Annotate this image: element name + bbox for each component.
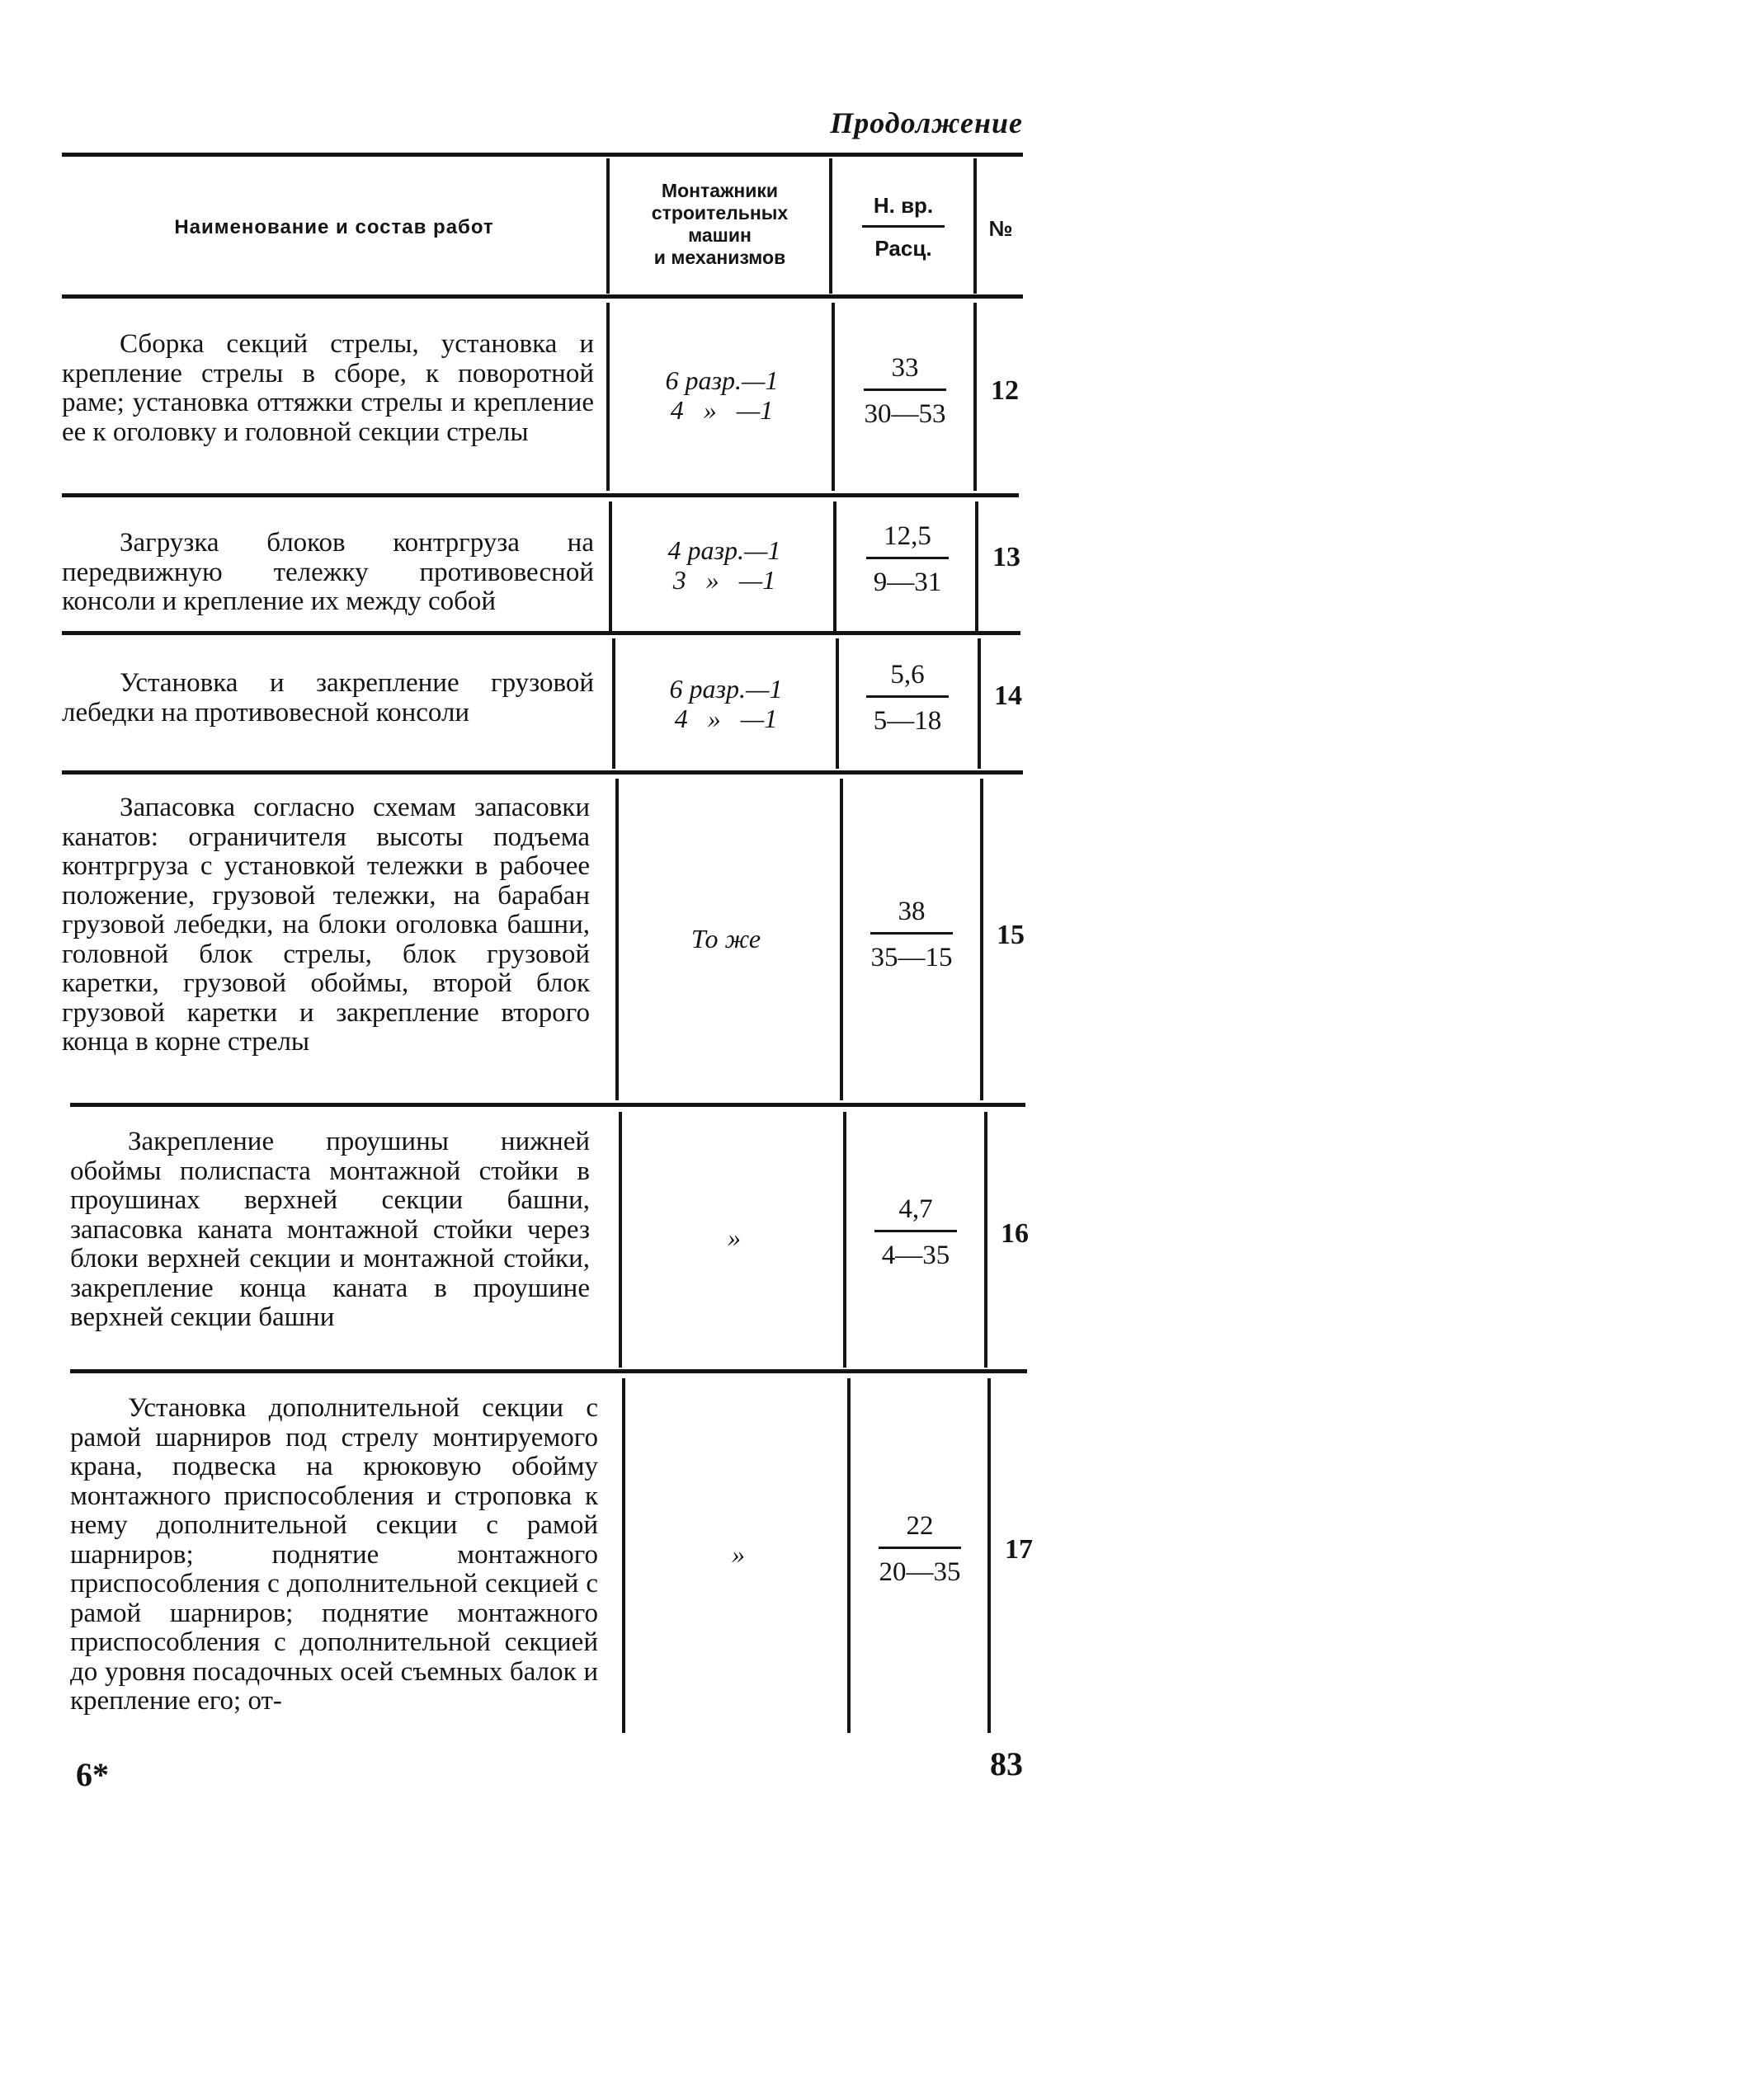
worker-line: 4 разр.—1 bbox=[667, 535, 781, 565]
column-header-workers-line: и механизмов bbox=[653, 247, 786, 268]
row-norm bbox=[841, 897, 982, 973]
worker-line: 3 » —1 bbox=[672, 565, 776, 595]
header-divider-3 bbox=[973, 158, 977, 294]
rate: 30—53 bbox=[864, 399, 946, 429]
row-divider-vertical bbox=[612, 638, 615, 769]
header-divider-2 bbox=[829, 158, 832, 294]
row-divider-vertical bbox=[843, 1112, 846, 1368]
row-number: 12 bbox=[991, 375, 1019, 406]
column-header-workers-line: строительных bbox=[651, 202, 789, 224]
column-header-norm-time: Н. вр. bbox=[873, 193, 934, 218]
row-description: Установка и закрепление грузовой лебедки на противовесной консоли bbox=[62, 668, 594, 727]
row-workers bbox=[635, 1222, 833, 1252]
row-norm bbox=[835, 353, 975, 430]
worker-line: То же bbox=[690, 924, 761, 953]
rate: 5—18 bbox=[873, 706, 942, 736]
fraction-line bbox=[862, 225, 945, 228]
row-divider-vertical bbox=[975, 501, 978, 631]
page-number: 83 bbox=[990, 1745, 1023, 1782]
row-divider-vertical bbox=[978, 638, 981, 769]
worker-line: » bbox=[732, 1539, 745, 1569]
row-divider-vertical bbox=[622, 1378, 625, 1733]
row-workers bbox=[625, 535, 823, 595]
norm-time: 33 bbox=[891, 353, 919, 383]
norm-time: 38 bbox=[898, 897, 926, 926]
worker-line: 6 разр.—1 bbox=[665, 365, 779, 395]
row-description: Загрузка блоков контргруза на передвижную тележку противовесной консоли и крепление их между собой bbox=[62, 528, 594, 616]
row-divider-vertical bbox=[609, 501, 612, 631]
row-divider-vertical bbox=[987, 1378, 991, 1733]
row-workers bbox=[639, 1539, 837, 1569]
row-divider bbox=[62, 493, 1019, 497]
row-norm bbox=[850, 1511, 990, 1588]
row-divider-vertical bbox=[615, 779, 619, 1100]
row-description: Закрепление проушины нижней обоймы полиспаста монтажной стойки в проушинах верхней секции башни, запасовка каната монтажной стойки через блоки верхней секции и монтажной стойки, закрепление конца каната в проушине верхней секции башни bbox=[70, 1127, 590, 1332]
fraction-line bbox=[866, 557, 949, 559]
row-divider bbox=[70, 1103, 1025, 1107]
row-description: Сборка секций стрелы, установка и крепление стрелы в сборе, к поворотной раме; установка оттяжки стрелы и крепление ее к оголовку и головной секции стрелы bbox=[62, 329, 594, 447]
row-norm bbox=[837, 521, 978, 598]
row-workers bbox=[627, 924, 825, 953]
fraction-line bbox=[866, 695, 949, 698]
row-number: 13 bbox=[992, 542, 1020, 572]
row-number: 14 bbox=[994, 680, 1022, 711]
continuation-label: Продолжение bbox=[830, 106, 1023, 139]
row-workers bbox=[623, 365, 821, 425]
column-header-rate: Расц. bbox=[874, 236, 932, 261]
fraction-line bbox=[874, 1230, 957, 1232]
column-header-workers-line: машин bbox=[688, 224, 752, 246]
column-header-norm bbox=[833, 193, 973, 261]
row-divider-vertical bbox=[847, 1378, 851, 1733]
row-number: 15 bbox=[997, 920, 1025, 950]
row-divider-vertical bbox=[832, 303, 835, 491]
row-norm bbox=[846, 1194, 986, 1271]
row-divider-vertical bbox=[840, 779, 843, 1100]
norm-time: 4,7 bbox=[898, 1194, 933, 1224]
row-number: 16 bbox=[1001, 1218, 1029, 1249]
table-top-rule bbox=[62, 153, 1023, 157]
column-header-workers bbox=[610, 180, 829, 269]
worker-line: » bbox=[728, 1222, 741, 1252]
norm-time: 5,6 bbox=[890, 660, 925, 690]
signature-mark: 6* bbox=[76, 1756, 109, 1793]
worker-line: 4 » —1 bbox=[674, 704, 778, 733]
column-header-workers-line: Монтажники bbox=[661, 180, 779, 201]
fraction-line bbox=[864, 388, 946, 391]
rate: 20—35 bbox=[879, 1557, 961, 1587]
row-divider-vertical bbox=[606, 303, 610, 491]
rate: 9—31 bbox=[873, 567, 942, 597]
row-divider-vertical bbox=[973, 303, 977, 491]
row-divider bbox=[62, 770, 1023, 775]
rate: 4—35 bbox=[881, 1241, 950, 1270]
row-divider-vertical bbox=[980, 779, 983, 1100]
fraction-line bbox=[879, 1547, 961, 1549]
row-divider-vertical bbox=[984, 1112, 987, 1368]
worker-line: 6 разр.—1 bbox=[669, 674, 783, 704]
column-header-number: № bbox=[988, 216, 1013, 241]
row-workers bbox=[627, 674, 825, 733]
header-bottom-rule bbox=[62, 294, 1023, 299]
rate: 35—15 bbox=[870, 943, 953, 972]
worker-line: 4 » —1 bbox=[670, 395, 774, 425]
norm-time: 12,5 bbox=[884, 521, 931, 551]
row-description: Установка дополнительной секции с рамой шарниров под стрелу монтируемого крана, подвеска на крюковую обойму монтажного приспособления и строповка к нему дополнительной секции с рамой шарниров; поднятие монтажного приспособления с дополнительной секцией с рамой шарниров; поднятие монтажного приспособления с дополнительной секцией до уровня посадочных осей съемных балок и крепление его; от- bbox=[70, 1393, 598, 1716]
row-divider bbox=[70, 1369, 1027, 1373]
row-divider-vertical bbox=[833, 501, 837, 631]
fraction-line bbox=[870, 932, 953, 935]
header-divider-1 bbox=[606, 158, 610, 294]
row-divider bbox=[62, 631, 1020, 635]
row-divider-vertical bbox=[619, 1112, 622, 1368]
column-header-name: Наименование и состав работ bbox=[174, 216, 494, 238]
norm-time: 22 bbox=[906, 1511, 934, 1541]
row-number: 17 bbox=[1005, 1534, 1033, 1565]
row-description: Запасовка согласно схемам запасовки канатов: ограничителя высоты подъема контргруза с установкой тележки в рабочее положение, грузовой тележки, на барабан грузовой лебедки, на блоки оголовка башни, головной блок стрелы, блок грузовой каретки, грузовой обоймы, второй блок грузовой каретки и закрепление второго конца в корне стрелы bbox=[62, 793, 590, 1057]
row-norm bbox=[837, 660, 978, 737]
row-divider-vertical bbox=[836, 638, 839, 769]
